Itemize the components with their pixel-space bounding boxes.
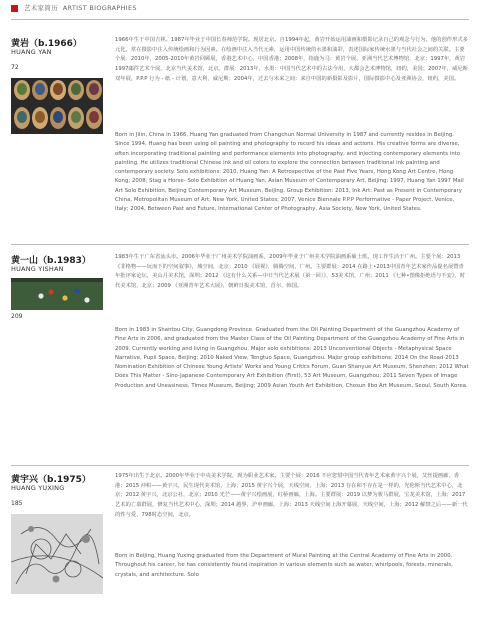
section-title-en: ARTIST BIOGRAPHIES <box>62 4 137 12</box>
artist-entry-huang-yuxing <box>11 472 469 617</box>
page-number: 185 <box>11 500 23 507</box>
artwork-thumbnail-billiards <box>11 278 103 310</box>
biography-zh: 1966年生于中国吉林。1987年毕业于中国长春师范学院。现居北京。自1994年起，黄岩开始运用油画和摄影记录自己的观念与行为。他的创作形式多元化，常在摄影中注入传统绘画和行为因素。在绘画中注入当代元素，运用中国传统的水墨和油彩，表述国际家传统水墨与当代社会之间的关联。主要个展：2010年，2005-2010年黄岩回顾展，香港艺术中心，中国香港；2008年，指鹿为马：黄岩个展，亚洲当代艺术博物馆，北京；1997年，黄岩1997邮件艺术个展，北京当代美术馆，北京。群展：2013年，水墨：中国当代艺术中的古法今用，大都会艺术博物馆，纽约，美国；2007年，威尼斯双年展，P.P.P 行为 - 纸 - 计划，意大利，威尼斯；2004年，过去与未来之间：来自中国的新摄影及影片，国际摄影中心及亚洲协会，纽约，美国。 <box>115 37 468 82</box>
artist-name-zh: 黄一山（b.1983） <box>11 256 91 266</box>
artist-entry-huang-yishan <box>11 253 469 458</box>
page-header <box>0 0 480 18</box>
biography-en: Born in Beijing, Huang Yuxing graduated from the Department of Mural Painting at the Central Academy of Fine Arts in 2000. Throughout his career, he has consistently found inspiration in various elements such as water, whirlpools, forests, minerals, crystals, and architecture. Solo <box>115 553 453 578</box>
artist-name-en: HUANG YAN <box>11 48 52 56</box>
biography-zh: 1975年出生于北京。2000年毕业于中央美术学院，现为职业艺术家。主要个展：2016 不应您惜中国当代青年艺术家黄宇兴个展，艾丝提画廊，香港；2015 冲积——黄宇兴，民生现代美术馆，上海；2015 黄宇兴个展，天线空间，上海；2013 存在和不存在是一样的，光伦斯当代艺术中心，北京；2012 黄宇兴，北京公社，北京；2010 光芒——黄宇兴绘画展，红桥画廊，上海。主要群展：2019 以梦为骏马群展，宝龙美术馆，上海；2017 艺术的亡慕群展，修复当代艺术中心，深圳；2014 越界，沪申画廊，上海；2013 天线空间上海开幕展，天线空间，上海；2012 解禁之后——新一代的性与爱，798时态空间，北京。 <box>115 473 468 518</box>
divider <box>11 465 469 466</box>
divider <box>11 244 469 245</box>
biography-en: Born in 1983 in Shantou City, Guangdong Province. Graduated from the Oil Painting Department of the Guangzhou Academy of Fine Arts in 2006, and graduated from the Master Class of the Oil Painting Department of the Guangzhou Academy of Fine Arts in 2009. Currently working and living in Guangzhou. Major solo exhibitions: 2013 Unconventional Objects - Metaphysical Space Narrative, Pupil Space, Beijing; 2010 Naked View, Tengtuo Space, Guangzhou. Major group exhibitions: 2014 On the Road·2013 Nomination Exhibition of Chinese Young Artists' Works and Young Critics Forum, Guan Shanyue Art Museum, Shenzhen; 2012 What Does This Matter - Sino-Japanese Contemporary Art Exhibition (First), 53 Art Museum, Guangzhou; 2011 Seven Types of Image Production and Uneasiness, Times Museum, Beijing; 2009 Asian Youth Art Exhibition, Chosun Ilbo Art Museum, Seoul, South Korea. <box>115 327 469 389</box>
section-title-zh: 艺术家简历 <box>24 4 58 12</box>
artist-name-en: HUANG YUXING <box>11 484 65 492</box>
biography-en: Born in Jilin, China in 1966, Huang Yan graduated from Changchun Normal University in 1987 and currently resides in Beijing. Since 1994, Huang has been using oil painting and photography to record his ideas and actions. His creative forms are diverse, often incorporating traditional painting and performance elements into photography, and injecting contemporary elements into painting. He utilizes traditional Chinese ink and oil colors to explore the connection between traditional ink painting and contemporary society. Solo exhibitions: 2010, Huang Yan: A Retrospective of the Past Five Years, Hong Kong Art Centre, Hong Kong; 2008, Stag a Horse- Solo Exhibition of Huang Yan, Asian Museum of Contemporary Art, Beijing; 1997, Huang Yan 1997 Mail Art Solo Exhibition, Beijing Contemporary Art Museum, Beijing. Group Exhibition: 2013, Ink Art: Past as Present in Contemporary China, Metropolitan Museum of Art, New York, United States; 2007, Venice Biennale P.P.P Performative - Paper Project, Venice, Italy; 2004, Between Past and Future, International Center of Photography, Asia Society, New York, United States. <box>115 132 464 213</box>
section-title <box>24 3 137 12</box>
artist-name-zh: 黄宇兴（b.1975） <box>11 475 91 485</box>
artist-entry-huang-yan <box>11 36 469 264</box>
page-number: 209 <box>11 313 23 320</box>
artist-name-en: HUANG YISHAN <box>11 265 64 273</box>
artist-name-zh: 黄岩（b.1966） <box>11 39 82 49</box>
biography-zh: 1983年生于广东省汕头市。2006年毕业于广州美术学院油画系，2009年毕业于广州美术学院油画系硕士班。现工作生活于广州。主要个展：2013 《非格物——玩而下的空间叙事》，墟空间，北京；2010 《展视》，腾腾空间，广州。主要群展：2014 在路上•2013中国青年艺术家作品提名展暨青年批评家论坛，美山月美术馆，深圳；2012 《这有什么关系—中日当代艺术展（第一回）》，53美术馆，广州；2011 《七种•图像拒绝语与不安》，时代美术馆，北京；2009 《亚洲青年艺术大展》，朝鲜日报美术馆，首尔，韩国。 <box>115 254 466 290</box>
divider <box>11 19 469 20</box>
section-marker <box>11 5 18 12</box>
artwork-thumbnail-sketch <box>11 514 103 594</box>
page-number: 72 <box>11 64 19 71</box>
artwork-thumbnail-faces <box>11 78 103 134</box>
